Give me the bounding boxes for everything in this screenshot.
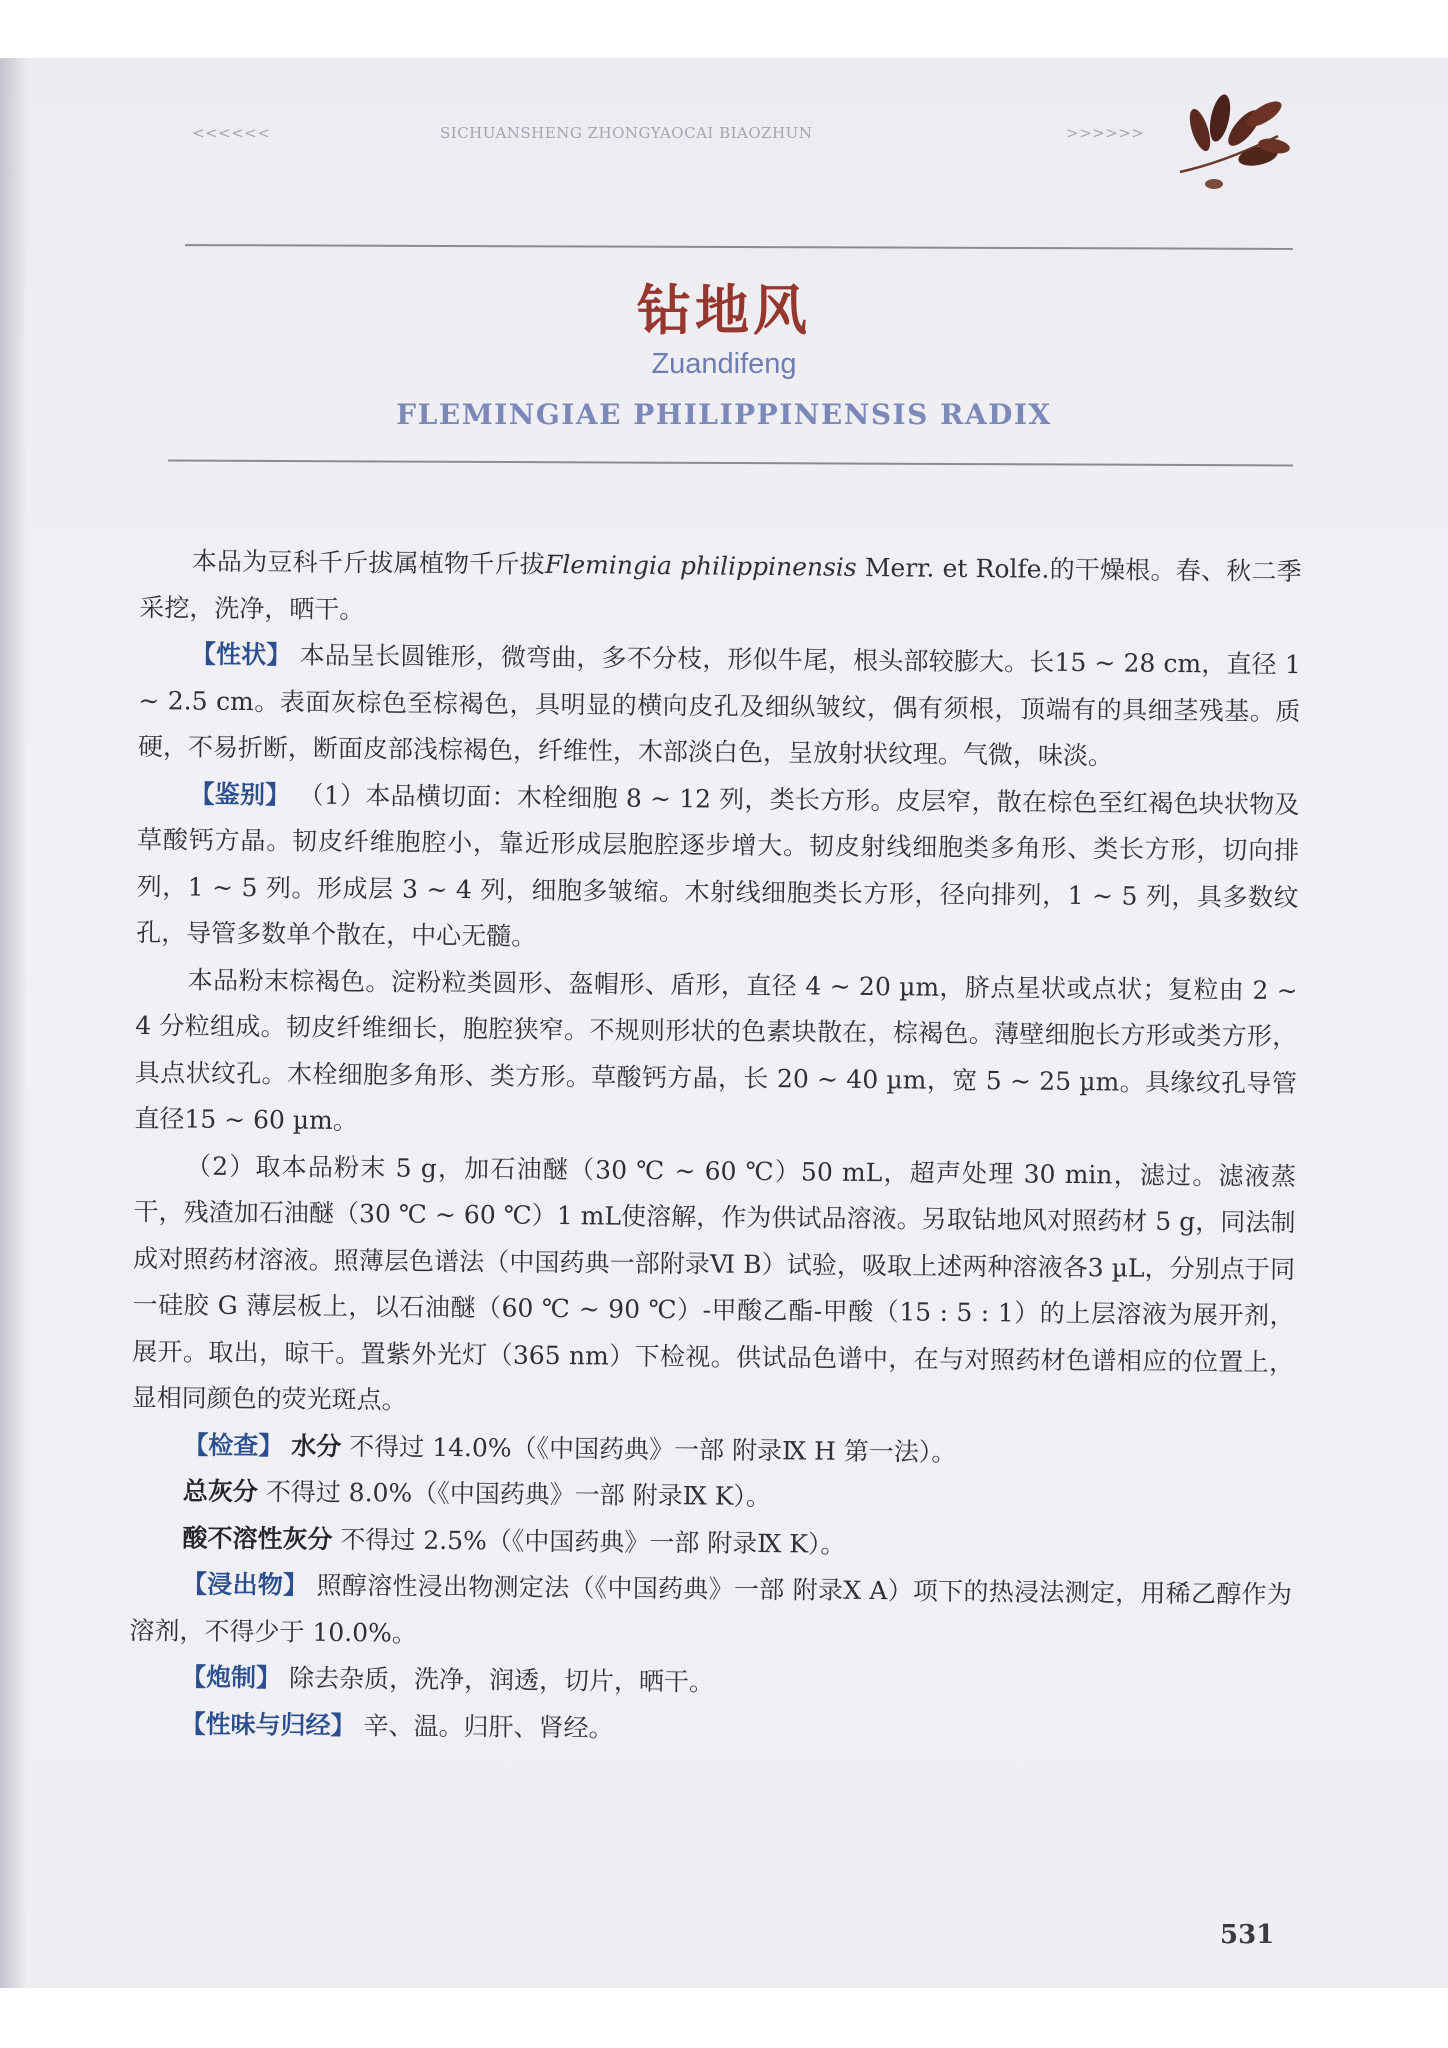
identification-text-1: （1）本品横切面：木栓细胞 8 ~ 12 列，类长方形。皮层窄，散在棕色至红褐色块状物及草酸钙方晶。韧皮纤维胞腔小，靠近形成层胞腔逐步增大。韧皮射线细胞类多角形、类长方形，切向排列，1 ~ 5 列。形成层 3 ~ 4 列，细胞多皱缩。木射线细胞类长方形，径向排列，1 ~ 5 列，具多数纹孔，导管多数单个散在，中心无髓。	[136, 780, 1300, 951]
monograph-title-chinese: 钻地风	[637, 278, 811, 342]
extract-label: 【浸出物】	[181, 1569, 309, 1600]
running-head-left-decoration: <<<<<<	[192, 124, 271, 142]
characters-text: 本品呈长圆锥形，微弯曲，多不分枝，形似牛尾，根头部较膨大。长15 ~ 28 cm，直径 1 ~ 2.5 cm。表面灰棕色至棕褐色，具明显的横向皮孔及细纵皱纹，偶有须根，顶端有的具细茎残基。质硬，不易折断，断面皮部浅棕褐色，纤维性，木部淡白色，呈放射状纹理。气微，味淡。	[137, 640, 1301, 771]
characters-label: 【性状】	[190, 639, 292, 670]
extract-section	[129, 1561, 1292, 1665]
total-ash-text: 不得过 8.0%（《中国药典》一部 附录Ⅸ K）。	[265, 1477, 772, 1512]
monograph-body	[128, 538, 1302, 1758]
characters-section	[138, 631, 1301, 782]
processing-text: 除去杂质，洗净，润透，切片，晒干。	[288, 1663, 715, 1697]
total-ash-label: 总灰分	[182, 1476, 259, 1507]
page-number: 531	[1220, 1920, 1275, 1950]
processing-label: 【炮制】	[180, 1662, 282, 1693]
intro-paragraph: 本品为豆科千斤拔属植物千斤拔Flemingia philippinensis Merr. et Rolfe.的干燥根。春、秋二季采挖，洗净，晒干。	[139, 546, 1302, 624]
water-text: 不得过 14.0%（《中国药典》一部 附录Ⅸ H 第一法）。	[349, 1431, 957, 1467]
identification-tlc-paragraph: （2）取本品粉末 5 g，加石油醚（30 ℃ ~ 60 ℃）50 mL，超声处理 30 min，滤过。滤液蒸干，残渣加石油醚（30 ℃ ~ 60 ℃）1 mL使溶解，作为供试品溶液。另取钻地风对照药材 5 g，同法制成对照药材溶液。照薄层色谱法（中国药典一部附录Ⅵ B）试验，吸取上述两种溶液各3 µL，分别点于同一硅胶 G 薄层板上，以石油醚（60 ℃ ~ 90 ℃）-甲酸乙酯-甲酸（15 : 5 : 1）的上层溶液为展开剂，展开。取出，晾干。置紫外光灯（365 nm）下检视。供试品色谱中，在与对照药材色谱相应的位置上，显相同颜色的荧光斑点。	[131, 1150, 1297, 1415]
latin-species-name: Flemingia philippinensis	[544, 549, 857, 582]
leaf-logo-icon	[1170, 90, 1290, 200]
identification-powder-paragraph: 本品粉末棕褐色。淀粉粒类圆形、盔帽形、盾形，直径 4 ~ 20 µm，脐点星状或点状；复粒由 2 ~ 4 分粒组成。韧皮纤维细长，胞腔狭窄。不规则形状的色素块散在，棕褐色。薄壁细胞长方形或类方形，具点状纹孔。木栓细胞多角形、类方形。草酸钙方晶，长 20 ~ 40 µm，宽 5 ~ 25 µm。具缘纹孔导管直径15 ~ 60 µm。	[134, 964, 1298, 1136]
identification-label: 【鉴别】	[189, 778, 291, 809]
nature-meridian-text: 辛、温。归肝、肾经。	[363, 1710, 614, 1743]
identification-section	[136, 770, 1300, 967]
monograph-title-latin: FLEMINGIAE PHILIPPINENSIS RADIX	[396, 398, 1052, 431]
acid-insoluble-ash-label: 酸不溶性灰分	[182, 1522, 333, 1554]
extract-text: 照醇溶性浸出物测定法（《中国药典》一部 附录X A）项下的热浸法测定，用稀乙醇作为溶剂，不得少于 10.0%。	[129, 1570, 1293, 1648]
nature-meridian-label: 【性味与归经】	[180, 1708, 356, 1740]
monograph-title-pinyin: Zuandifeng	[651, 348, 797, 380]
running-head-title: SICHUANSHENG ZHONGYAOCAI BIAOZHUN	[440, 124, 813, 142]
running-head-right-decoration: >>>>>>	[1066, 124, 1145, 142]
acid-insoluble-ash-text: 不得过 2.5%（《中国药典》一部 附录Ⅸ K）。	[340, 1524, 846, 1559]
inspection-label: 【检查】	[183, 1429, 284, 1460]
water-label: 水分	[291, 1430, 342, 1461]
